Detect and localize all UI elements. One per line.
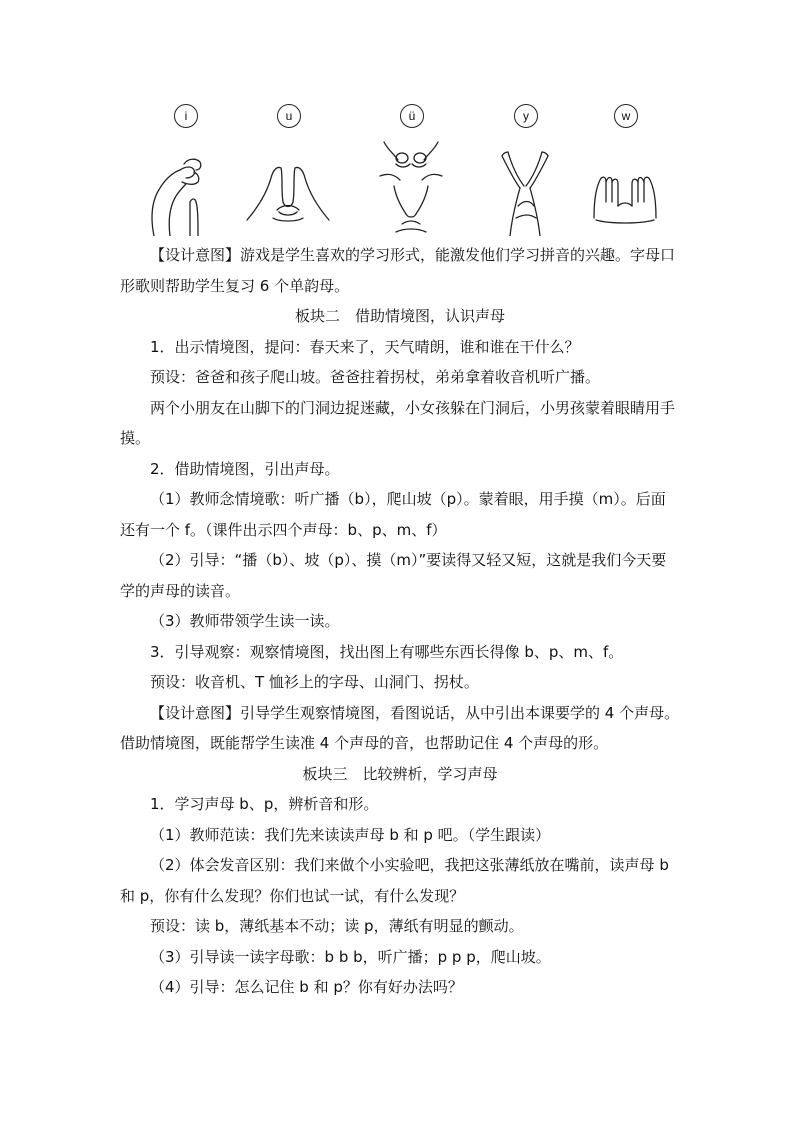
paragraph-learn-2: （2）体会发音区别：我们来做个小实验吧，我把这张薄纸放在嘴前，读声母 b 和 p，你有什么发现？你们也试一试，有什么发现？: [120, 856, 669, 905]
letter-circle-v: ü: [400, 104, 424, 128]
paragraph-preset-3: 预设：读 b，薄纸基本不动；读 p，薄纸有明显的颤动。: [150, 917, 524, 935]
section-3-title: 板块三 比较辨析，学习声母: [302, 764, 498, 783]
design-intent-paragraph-2: 【设计意图】引导学生观察情境图，看图说话，从中引出本课要学的 4 个声母。借助情境图，既能帮学生读准 4 个声母的音，也帮助记住 4 个声母的形。: [120, 703, 680, 752]
paragraph-learn-b-p: 1．学习声母 b、p，辨析音和形。: [150, 795, 379, 813]
paragraph-step-1: 1．出示情境图，提问：春天来了，天气晴朗，谁和谁在干什么？: [150, 337, 580, 356]
section-2-title: 板块二 借助情境图，认识声母: [294, 307, 505, 325]
paragraph-step-2: 2．借助情境图，引出声母。: [150, 459, 340, 478]
paragraph-learn-4: （4）引导：怎么记住 b 和 p？你有好办法吗？: [150, 978, 463, 996]
letter-circle-i: i: [174, 104, 198, 128]
paragraph-learn-3: （3）引导读一读字母歌：b b b，听广播；p p p，爬山坡。: [150, 947, 551, 966]
hand-gesture-i-icon: [140, 136, 230, 236]
gesture-item-y: [480, 98, 570, 240]
hand-gesture-v-icon: [366, 136, 456, 236]
text-block-top: [120, 240, 680, 1003]
paragraph-learn-1: （1）教师范读：我们先来读读声母 b 和 p 吧。（学生跟读）: [150, 825, 551, 844]
hand-gesture-u-icon: [243, 136, 333, 236]
paragraph-preset-1: 预设：爸爸和孩子爬山坡。爸爸拄着拐杖，弟弟拿着收音机听广播。: [150, 368, 601, 386]
paragraph-preset-2: 预设：收音机、T 恤衫上的字母、山洞门、拐杖。: [150, 673, 479, 691]
design-intent-paragraph-1: 【设计意图】游戏是学生喜欢的学习形式，能激发他们学习拼音的兴趣。字母口形歌则帮助学生复习 6 个单韵母。: [120, 246, 676, 295]
letter-circle-u: u: [277, 104, 301, 128]
letter-circle-y: y: [514, 104, 538, 128]
paragraph-step-2-1: （1）教师念情境歌：听广播（b），爬山坡（p）。蒙着眼，用手摸（m）。后面还有一个 f。（课件出示四个声母：b、p、m、f）: [120, 490, 666, 539]
letter-circle-w: w: [614, 104, 638, 128]
paragraph-step-2-2: （2）引导：“播（b）、坡（p）、摸（m）”要读得又轻又短，这就是我们今天要学的声母的读音。: [120, 551, 667, 600]
hand-gesture-w-icon: [580, 136, 670, 236]
gesture-item-v: [366, 98, 456, 240]
hand-gesture-figure: [140, 98, 660, 240]
gesture-item-w: [580, 98, 670, 240]
paragraph-step-3: 3．引导观察：观察情境图，找出图上有哪些东西长得像 b、p、m、f。: [150, 642, 624, 661]
paragraph-hide-and-seek: 两个小朋友在山脚下的门洞边捉迷藏，小女孩躲在门洞后，小男孩蒙着眼睛用手摸。: [120, 398, 676, 447]
hand-gesture-y-icon: [480, 136, 570, 236]
gesture-item-i: [140, 98, 230, 240]
gesture-item-u: [243, 98, 333, 240]
paragraph-step-2-3: （3）教师带领学生读一读。: [150, 612, 340, 630]
